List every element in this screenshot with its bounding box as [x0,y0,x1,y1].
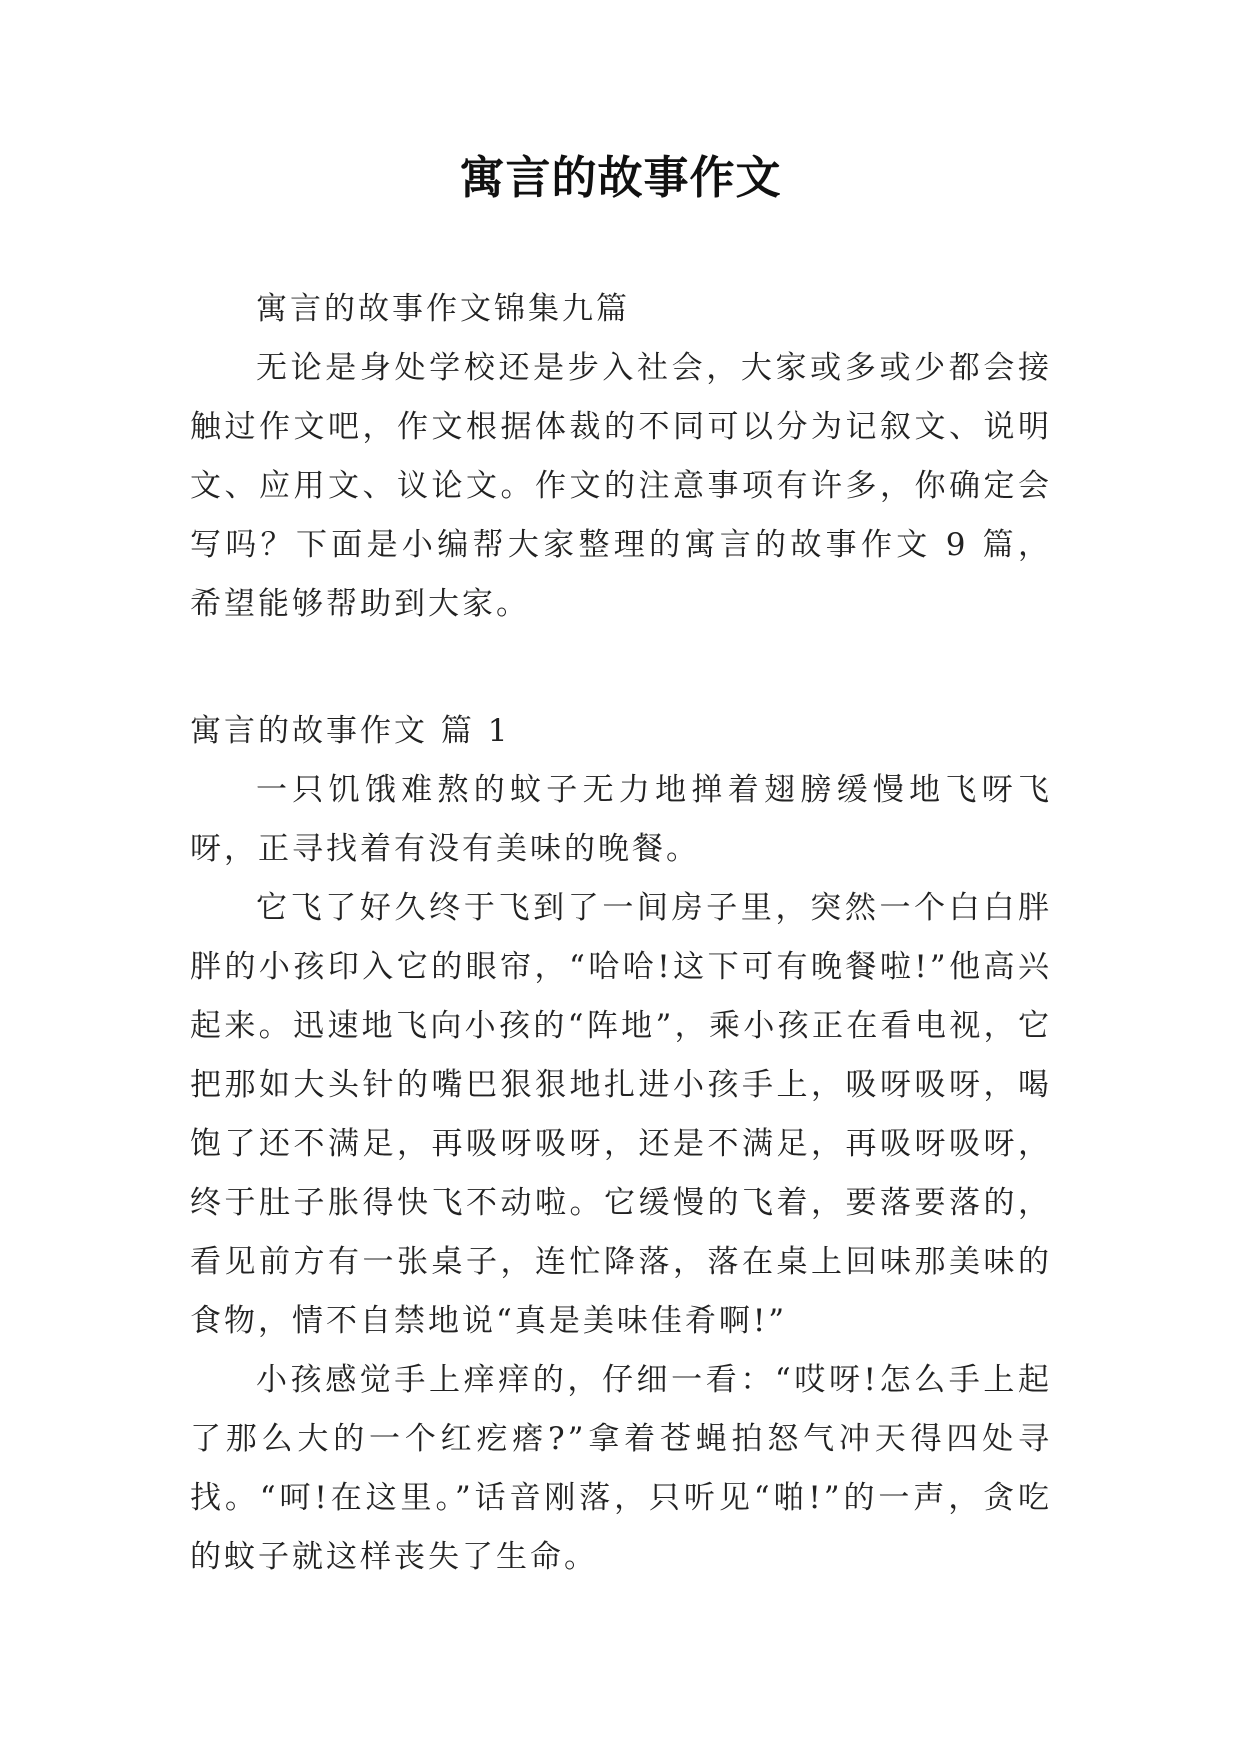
section-gap [190,634,1052,702]
document-subtitle: 寓言的故事作文锦集九篇 [256,291,630,327]
section-heading: 寓言的故事作文 篇 1 [190,713,511,749]
story-paragraph: 一只饥饿难熬的蚊子无力地掸着翅膀缓慢地飞呀飞呀，正寻找着有没有美味的晚餐。 [190,772,1052,867]
story-paragraph: 它飞了好久终于飞到了一间房子里，突然一个白白胖胖的小孩印入它的眼帘，“哈哈!这下可有晚餐啦!”他高兴起来。迅速地飞向小孩的“阵地”，乘小孩正在看电视，它把那如大头针的嘴巴狠狠地扎进小孩手上，吸呀吸呀，喝饱了还不满足，再吸呀吸呀，还是不满足，再吸呀吸呀，终于肚子胀得快飞不动啦。它缓慢的飞着，要落要落的，看见前方有一张桌子，连忙降落，落在桌上回味那美味的食物，情不自禁地说“真是美味佳肴啊!” [190,890,1052,1339]
document-title: 寓言的故事作文 [459,151,782,204]
document-body [190,280,1052,1587]
intro-paragraph: 无论是身处学校还是步入社会，大家或多或少都会接触过作文吧，作文根据体裁的不同可以分为记叙文、说明文、应用文、议论文。作文的注意事项有许多，你确定会写吗？下面是小编帮大家整理的寓言的故事作文 9 篇，希望能够帮助到大家。 [190,350,1052,622]
story-paragraph: 小孩感觉手上痒痒的，仔细一看：“哎呀!怎么手上起了那么大的一个红疙瘩?”拿着苍蝇拍怒气冲天得四处寻找。“呵!在这里。”话音刚落，只听见“啪!”的一声，贪吃的蚊子就这样丧失了生命。 [190,1362,1052,1575]
